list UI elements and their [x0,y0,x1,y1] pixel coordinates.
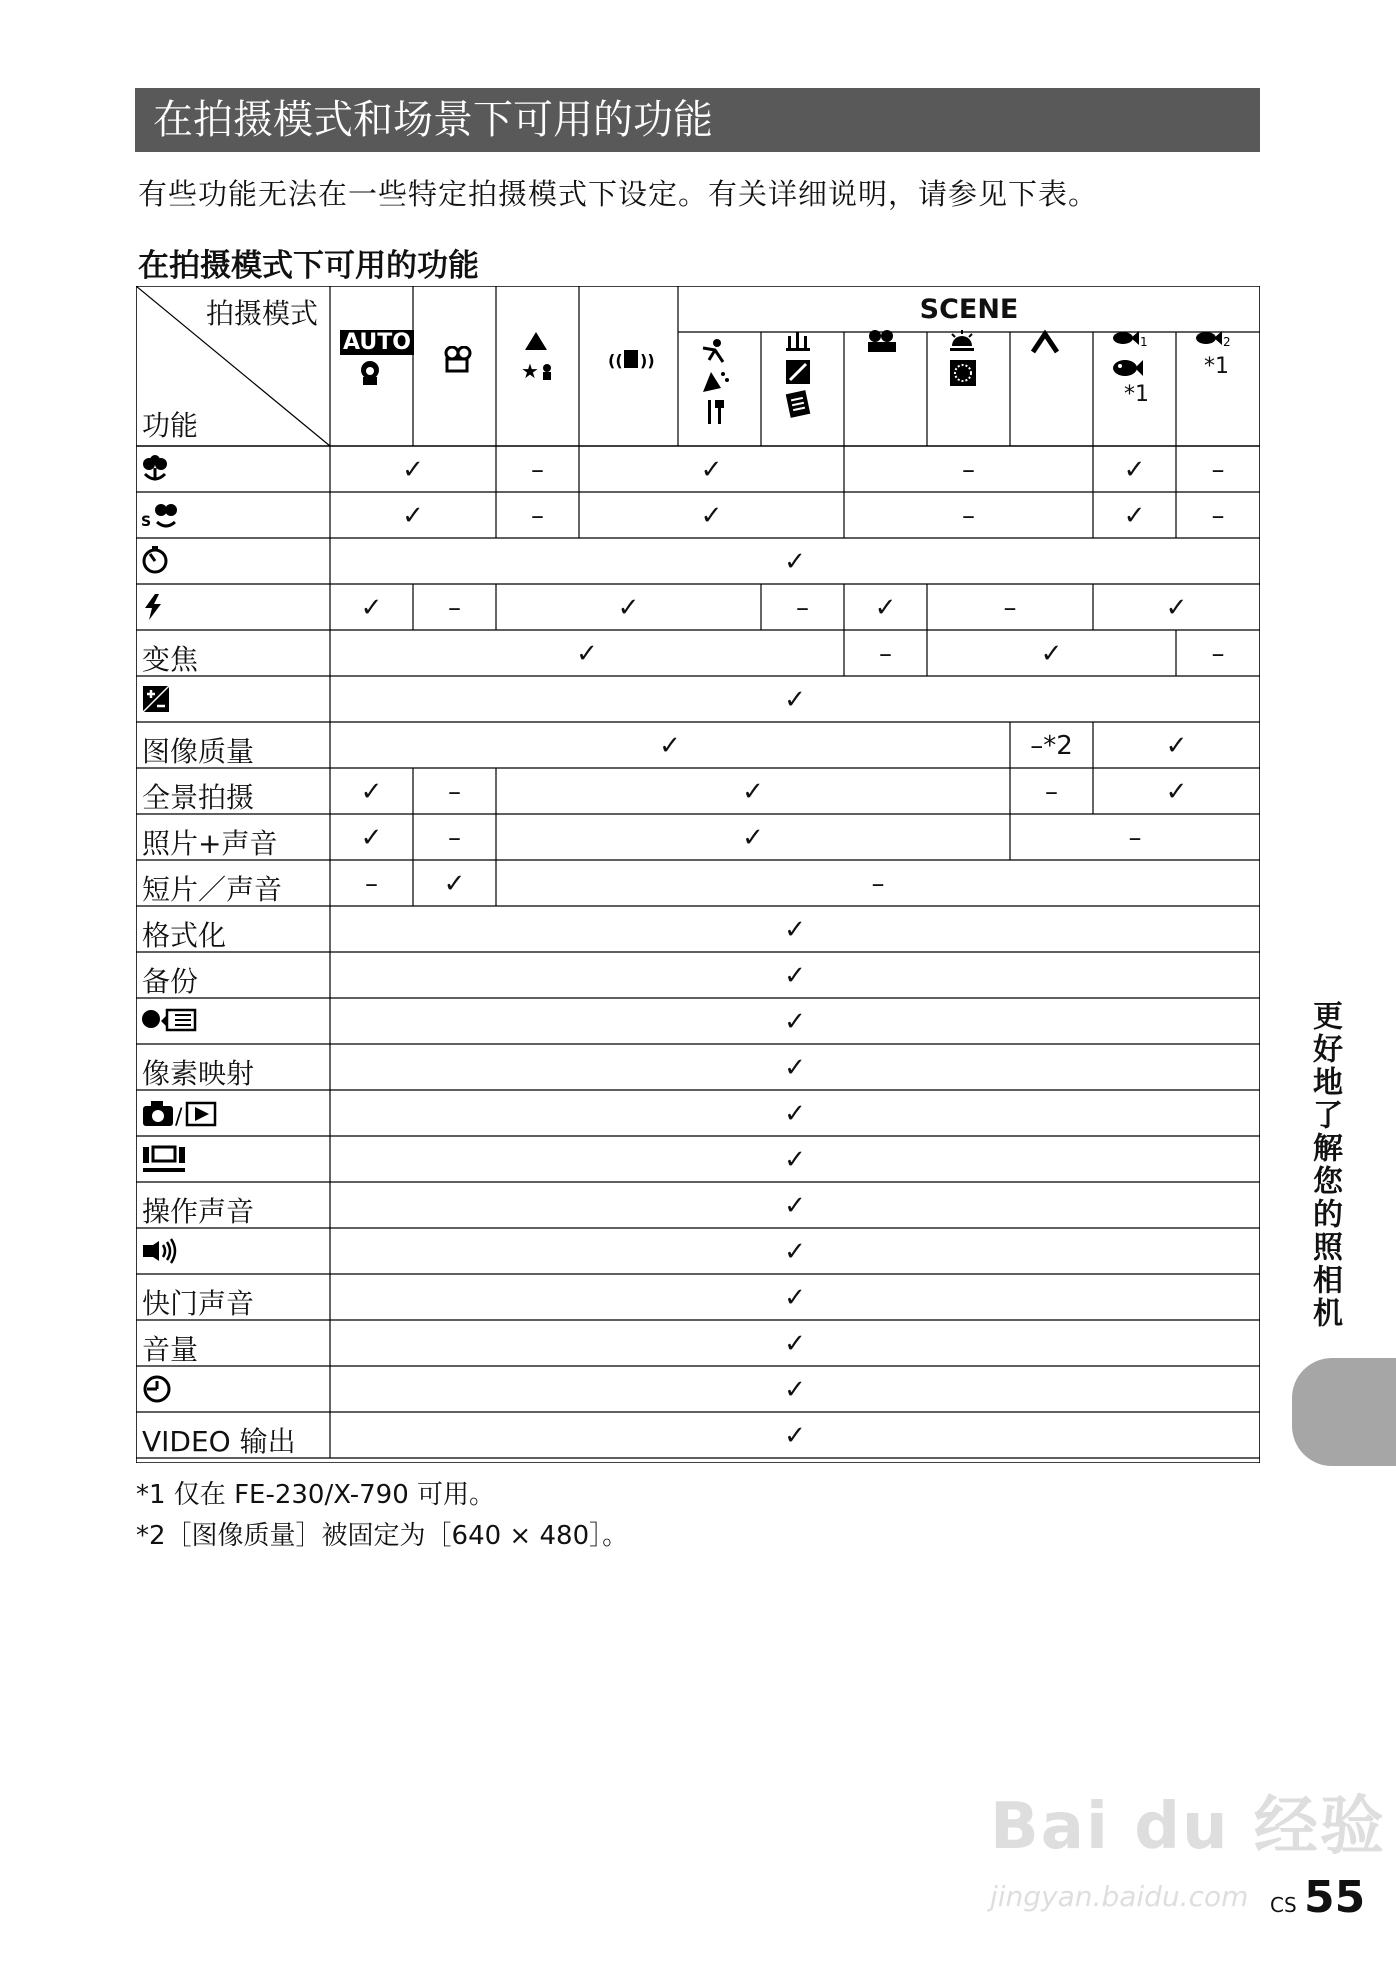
row-label-18: 快门声音 [142,1287,255,1320]
side-chapter-tab [1292,1358,1396,1466]
cell-mark-3-3: – [796,593,809,623]
cell-mark-7-1: – [448,777,461,807]
cell-mark-1-2: ✓ [700,501,723,531]
cell-mark-0-0: ✓ [402,455,424,485]
cell-mark-0-1: – [531,455,544,485]
intro-text: 有些功能无法在一些特定拍摄模式下设定。有关详细说明，请参见下表。 [138,177,1099,211]
cell-mark-4-3: – [1211,639,1225,669]
cell-mark-6-2: ✓ [1165,731,1188,761]
cell-mark-15-0: ✓ [784,1145,806,1175]
cell-mark-13-0: ✓ [784,1053,806,1083]
row-label-13: 像素映射 [142,1057,255,1090]
page-language-code: CS [1270,1893,1297,1917]
cell-mark-1-4: ✓ [1123,501,1146,531]
watermark-url: jingyan.baidu.com [990,1880,1249,1913]
scene-header: SCENE [919,294,1019,325]
cell-mark-4-0: ✓ [576,639,598,669]
cell-mark-3-0: ✓ [360,593,383,623]
cell-mark-1-0: ✓ [402,501,424,531]
cell-mark-0-4: ✓ [1123,455,1146,485]
table-subtitle: 在拍摄模式下可用的功能 [138,248,479,284]
row-label-21: VIDEO 输出 [142,1425,296,1458]
cell-mark-7-4: ✓ [1165,777,1188,807]
cell-mark-0-5: – [1211,455,1225,485]
header-function: 功能 [142,409,199,442]
svg-text:2: 2 [1223,335,1231,349]
svg-text:S: S [141,514,152,530]
svg-text:/: / [175,1105,183,1128]
header-shooting-mode: 拍摄模式 [206,297,319,330]
row-label-10: 格式化 [142,919,227,952]
cell-mark-3-1: – [448,593,461,623]
cell-mark-8-3: – [1128,823,1142,853]
cell-mark-9-2: – [871,869,885,899]
cell-mark-2-0: ✓ [784,547,806,577]
row-label-7: 全景拍摄 [142,781,255,814]
row-label-16: 操作声音 [142,1195,255,1228]
row-label-6: 图像质量 [142,735,255,768]
watermark-logo: Bai du 经验 [990,1790,1386,1864]
page-number: 55 [1304,1872,1366,1923]
cell-mark-8-2: ✓ [742,823,764,853]
cell-mark-5-0: ✓ [784,685,806,715]
function-availability-table [136,286,1260,1463]
svg-text:★: ★ [521,359,539,383]
row-label-11: 备份 [142,965,199,998]
footnote-1: *1 仅在 FE-230/X-790 可用。 [136,1480,496,1510]
cell-mark-20-0: ✓ [784,1375,806,1405]
cell-mark-6-0: ✓ [659,731,681,761]
cell-mark-19-0: ✓ [784,1329,806,1359]
cell-mark-0-3: – [962,455,975,485]
cell-mark-16-0: ✓ [784,1191,806,1221]
row-label-19: 音量 [142,1333,199,1366]
cell-mark-0-2: ✓ [700,455,723,485]
cell-mark-9-0: – [365,869,378,899]
cell-mark-21-0: ✓ [784,1421,806,1451]
cell-mark-3-4: ✓ [874,593,897,623]
cell-mark-7-3: – [1045,777,1058,807]
cell-mark-1-5: – [1211,501,1225,531]
cell-mark-12-0: ✓ [784,1007,806,1037]
cell-mark-1-1: – [531,501,544,531]
svg-text:((: (( [608,351,623,370]
cell-mark-9-1: ✓ [443,869,466,899]
cell-mark-3-6: ✓ [1165,593,1188,623]
svg-text:1: 1 [1140,335,1148,349]
section-title: 在拍摄模式和场景下可用的功能 [135,88,1260,152]
cell-mark-3-5: – [1003,593,1017,623]
cell-mark-4-2: ✓ [1040,639,1063,669]
cell-mark-18-0: ✓ [784,1283,806,1313]
cell-mark-8-1: – [448,823,461,853]
cell-mark-7-2: ✓ [742,777,764,807]
header-footnote-star1-b: *1 [1204,354,1229,379]
cell-mark-7-0: ✓ [360,777,383,807]
cell-mark-11-0: ✓ [784,961,806,991]
cell-mark-8-0: ✓ [360,823,383,853]
cell-mark-4-1: – [879,639,892,669]
row-label-8: 照片+声音 [142,827,278,860]
row-label-4: 变焦 [142,643,199,676]
header-footnote-star1-a: *1 [1124,382,1149,407]
cell-mark-17-0: ✓ [784,1237,806,1267]
svg-text:)): )) [640,351,655,370]
cell-mark-6-1: –*2 [1030,731,1073,761]
cell-mark-10-0: ✓ [784,915,806,945]
footnote-2: *2［图像质量］被固定为［640 × 480］。 [136,1521,629,1551]
row-label-9: 短片／声音 [142,873,283,906]
auto-mode-badge: AUTO [340,330,414,355]
cell-mark-14-0: ✓ [784,1099,806,1129]
side-section-label: 更好地了解您的照相机 [1307,1000,1342,1330]
cell-mark-1-3: – [962,501,975,531]
cell-mark-3-2: ✓ [617,593,640,623]
